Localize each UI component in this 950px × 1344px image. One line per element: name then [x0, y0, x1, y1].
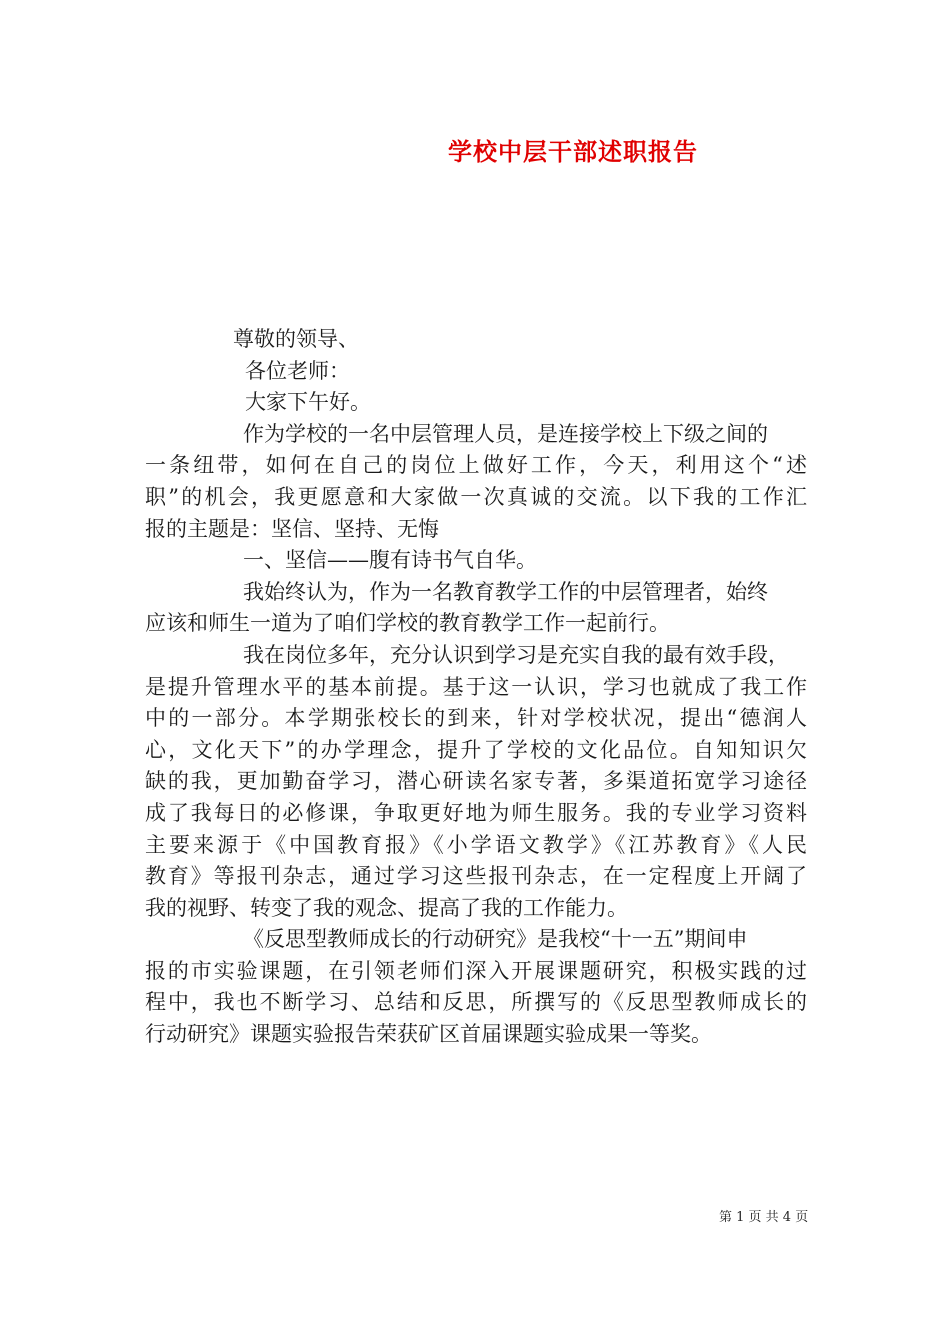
paragraph-1-line-1: 作为学校的一名中层管理人员，是连接学校上下级之间的: [243, 421, 768, 446]
salutation-line-2: 各位老师：: [245, 358, 350, 383]
section-heading-1: 一、坚信——腹有诗书气自华。: [243, 548, 537, 573]
paragraph-2-line-1: 我始终认为，作为一名教育教学工作的中层管理者，始终: [243, 579, 768, 604]
paragraph-3-line-2: 是提升管理水平的基本前提。基于这一认识，学习也就成了我工作: [145, 674, 807, 699]
page-number-footer: 第 1 页 共 4 页: [719, 1210, 809, 1225]
paragraph-3-line-6: 成了我每日的必修课，争取更好地为师生服务。我的专业学习资料: [145, 800, 807, 825]
document-body: [145, 324, 807, 1051]
paragraph-1-line-3: 职”的机会，我更愿意和大家做一次真诚的交流。以下我的工作汇: [145, 484, 807, 509]
paragraph-4-line-2: 报的市实验课题，在引领老师们深入开展课题研究，积极实践的过: [145, 958, 807, 983]
paragraph-3-line-9: 我的视野、转变了我的观念、提高了我的工作能力。: [145, 895, 628, 920]
paragraph-3-line-8: 教育》等报刊杂志，通过学习这些报刊杂志，在一定程度上开阔了: [145, 864, 807, 889]
paragraph-4-line-3: 程中，我也不断学习、总结和反思，所撰写的《反思型教师成长的: [145, 990, 807, 1015]
paragraph-1-line-2: 一条纽带，如何在自己的岗位上做好工作，今天，利用这个“述: [145, 453, 807, 478]
paragraph-3-line-5: 缺的我，更加勤奋学习，潜心研读名家专著，多渠道拓宽学习途径: [145, 769, 807, 794]
salutation-line-1: 尊敬的领导、: [233, 327, 359, 351]
paragraph-1-line-4: 报的主题是：坚信、坚持、无悔: [145, 516, 439, 541]
greeting-line: 大家下午好。: [245, 390, 371, 415]
paragraph-4-line-4: 行动研究》课题实验报告荣获矿区首届课题实验成果一等奖。: [145, 1022, 712, 1047]
paragraph-3-line-7: 主要来源于《中国教育报》《小学语文教学》《江苏教育》《人民: [145, 832, 807, 857]
document-title: 学校中层干部述职报告: [448, 137, 698, 166]
paragraph-3-line-1: 我在岗位多年，充分认识到学习是充实自我的最有效手段，: [243, 642, 789, 667]
paragraph-3-line-3: 中的一部分。本学期张校长的到来，针对学校状况，提出“德润人: [145, 706, 807, 731]
paragraph-3-line-4: 心，文化天下”的办学理念，提升了学校的文化品位。自知知识欠: [145, 737, 807, 762]
paragraph-2-line-2: 应该和师生一道为了咱们学校的教育教学工作一起前行。: [145, 611, 670, 636]
paragraph-4-line-1: 《反思型教师成长的行动研究》是我校“十一五”期间申: [243, 927, 748, 952]
